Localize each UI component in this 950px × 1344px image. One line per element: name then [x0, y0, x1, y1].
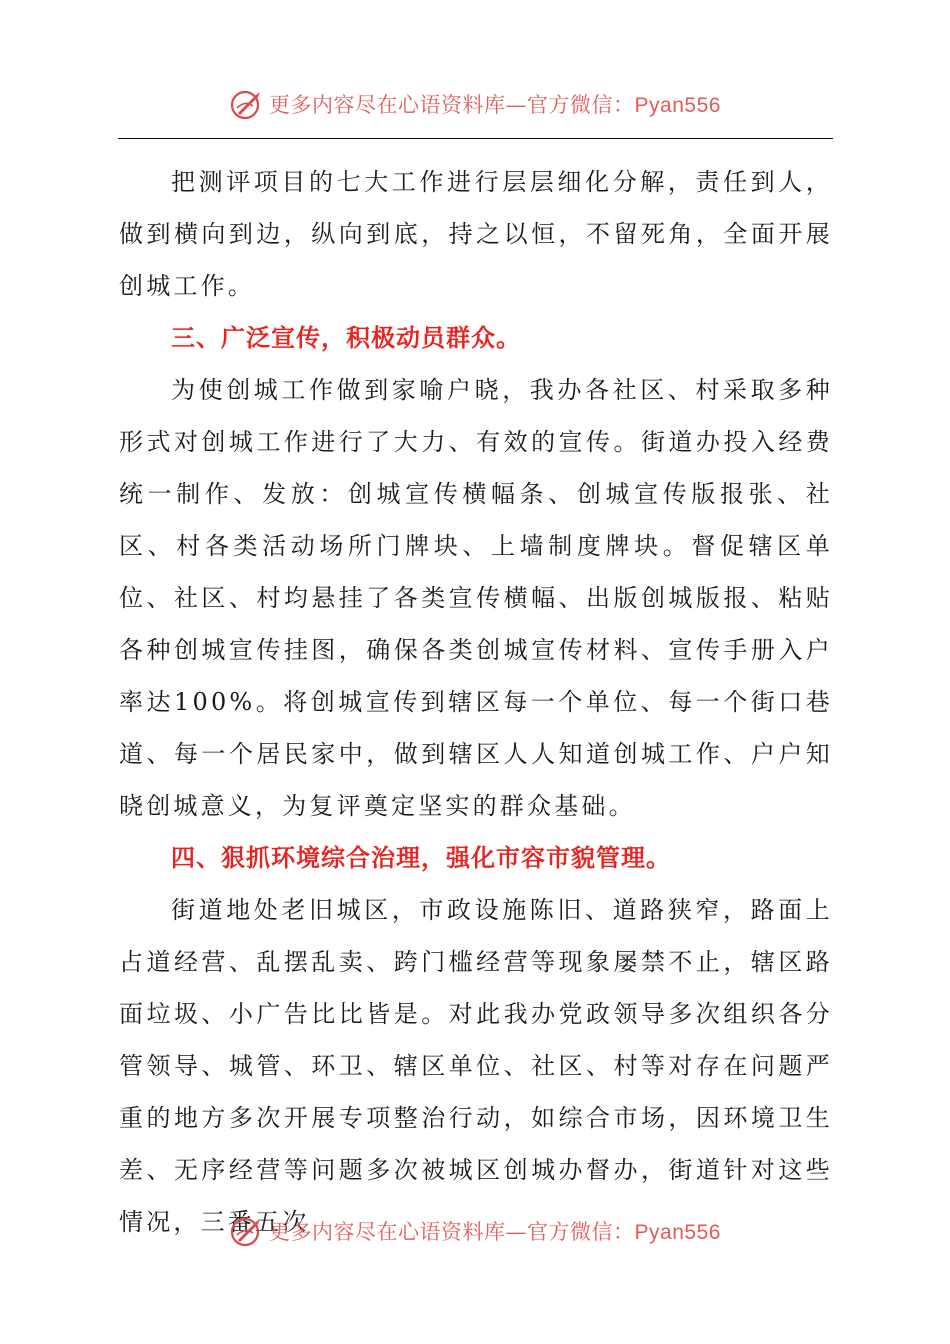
header-divider	[118, 138, 833, 139]
document-body	[119, 156, 833, 1248]
section-heading-3: 三、广泛宣传，积极动员群众。	[171, 324, 521, 352]
paragraph-environment: 街道地处老旧城区，市政设施陈旧、道路狭窄，路面上占道经营、乱摆乱卖、跨门槛经营等现象屡禁不止，辖区路面垃圾、小广告比比皆是。对此我办党政领导多次组织各分管领导、城管、环卫、辖区单位、社区、村等对存在问题严重的地方多次开展专项整治行动，如综合市场，因环境卫生差、无序经营等问题多次被城区创城办督办，街道针对这些情况，三番五次	[119, 896, 833, 1236]
footer-watermark	[0, 1211, 950, 1251]
pen-logo-icon	[229, 86, 265, 122]
pen-logo-icon	[229, 1213, 265, 1249]
watermark-text: 更多内容尽在心语资料库—官方微信：Pyan556	[269, 93, 721, 117]
header-watermark	[0, 84, 950, 124]
watermark-text: 更多内容尽在心语资料库—官方微信：Pyan556	[269, 1220, 721, 1244]
paragraph-publicity: 为使创城工作做到家喻户晓，我办各社区、村采取多种形式对创城工作进行了大力、有效的宣传。街道办投入经费统一制作、发放：创城宣传横幅条、创城宣传版报张、社区、村各类活动场所门牌块、上墙制度牌块。督促辖区单位、社区、村均悬挂了各类宣传横幅、出版创城版报、粘贴各种创城宣传挂图，确保各类创城宣传材料、宣传手册入户率达100%。将创城宣传到辖区每一个单位、每一个街口巷道、每一个居民家中，做到辖区人人知道创城工作、户户知晓创城意义，为复评奠定坚实的群众基础。	[119, 376, 833, 820]
paragraph-continued: 把测评项目的七大工作进行层层细化分解，责任到人，做到横向到边，纵向到底，持之以恒，不留死角，全面开展创城工作。	[119, 168, 833, 300]
section-heading-4: 四、狠抓环境综合治理，强化市容市貌管理。	[171, 844, 671, 872]
